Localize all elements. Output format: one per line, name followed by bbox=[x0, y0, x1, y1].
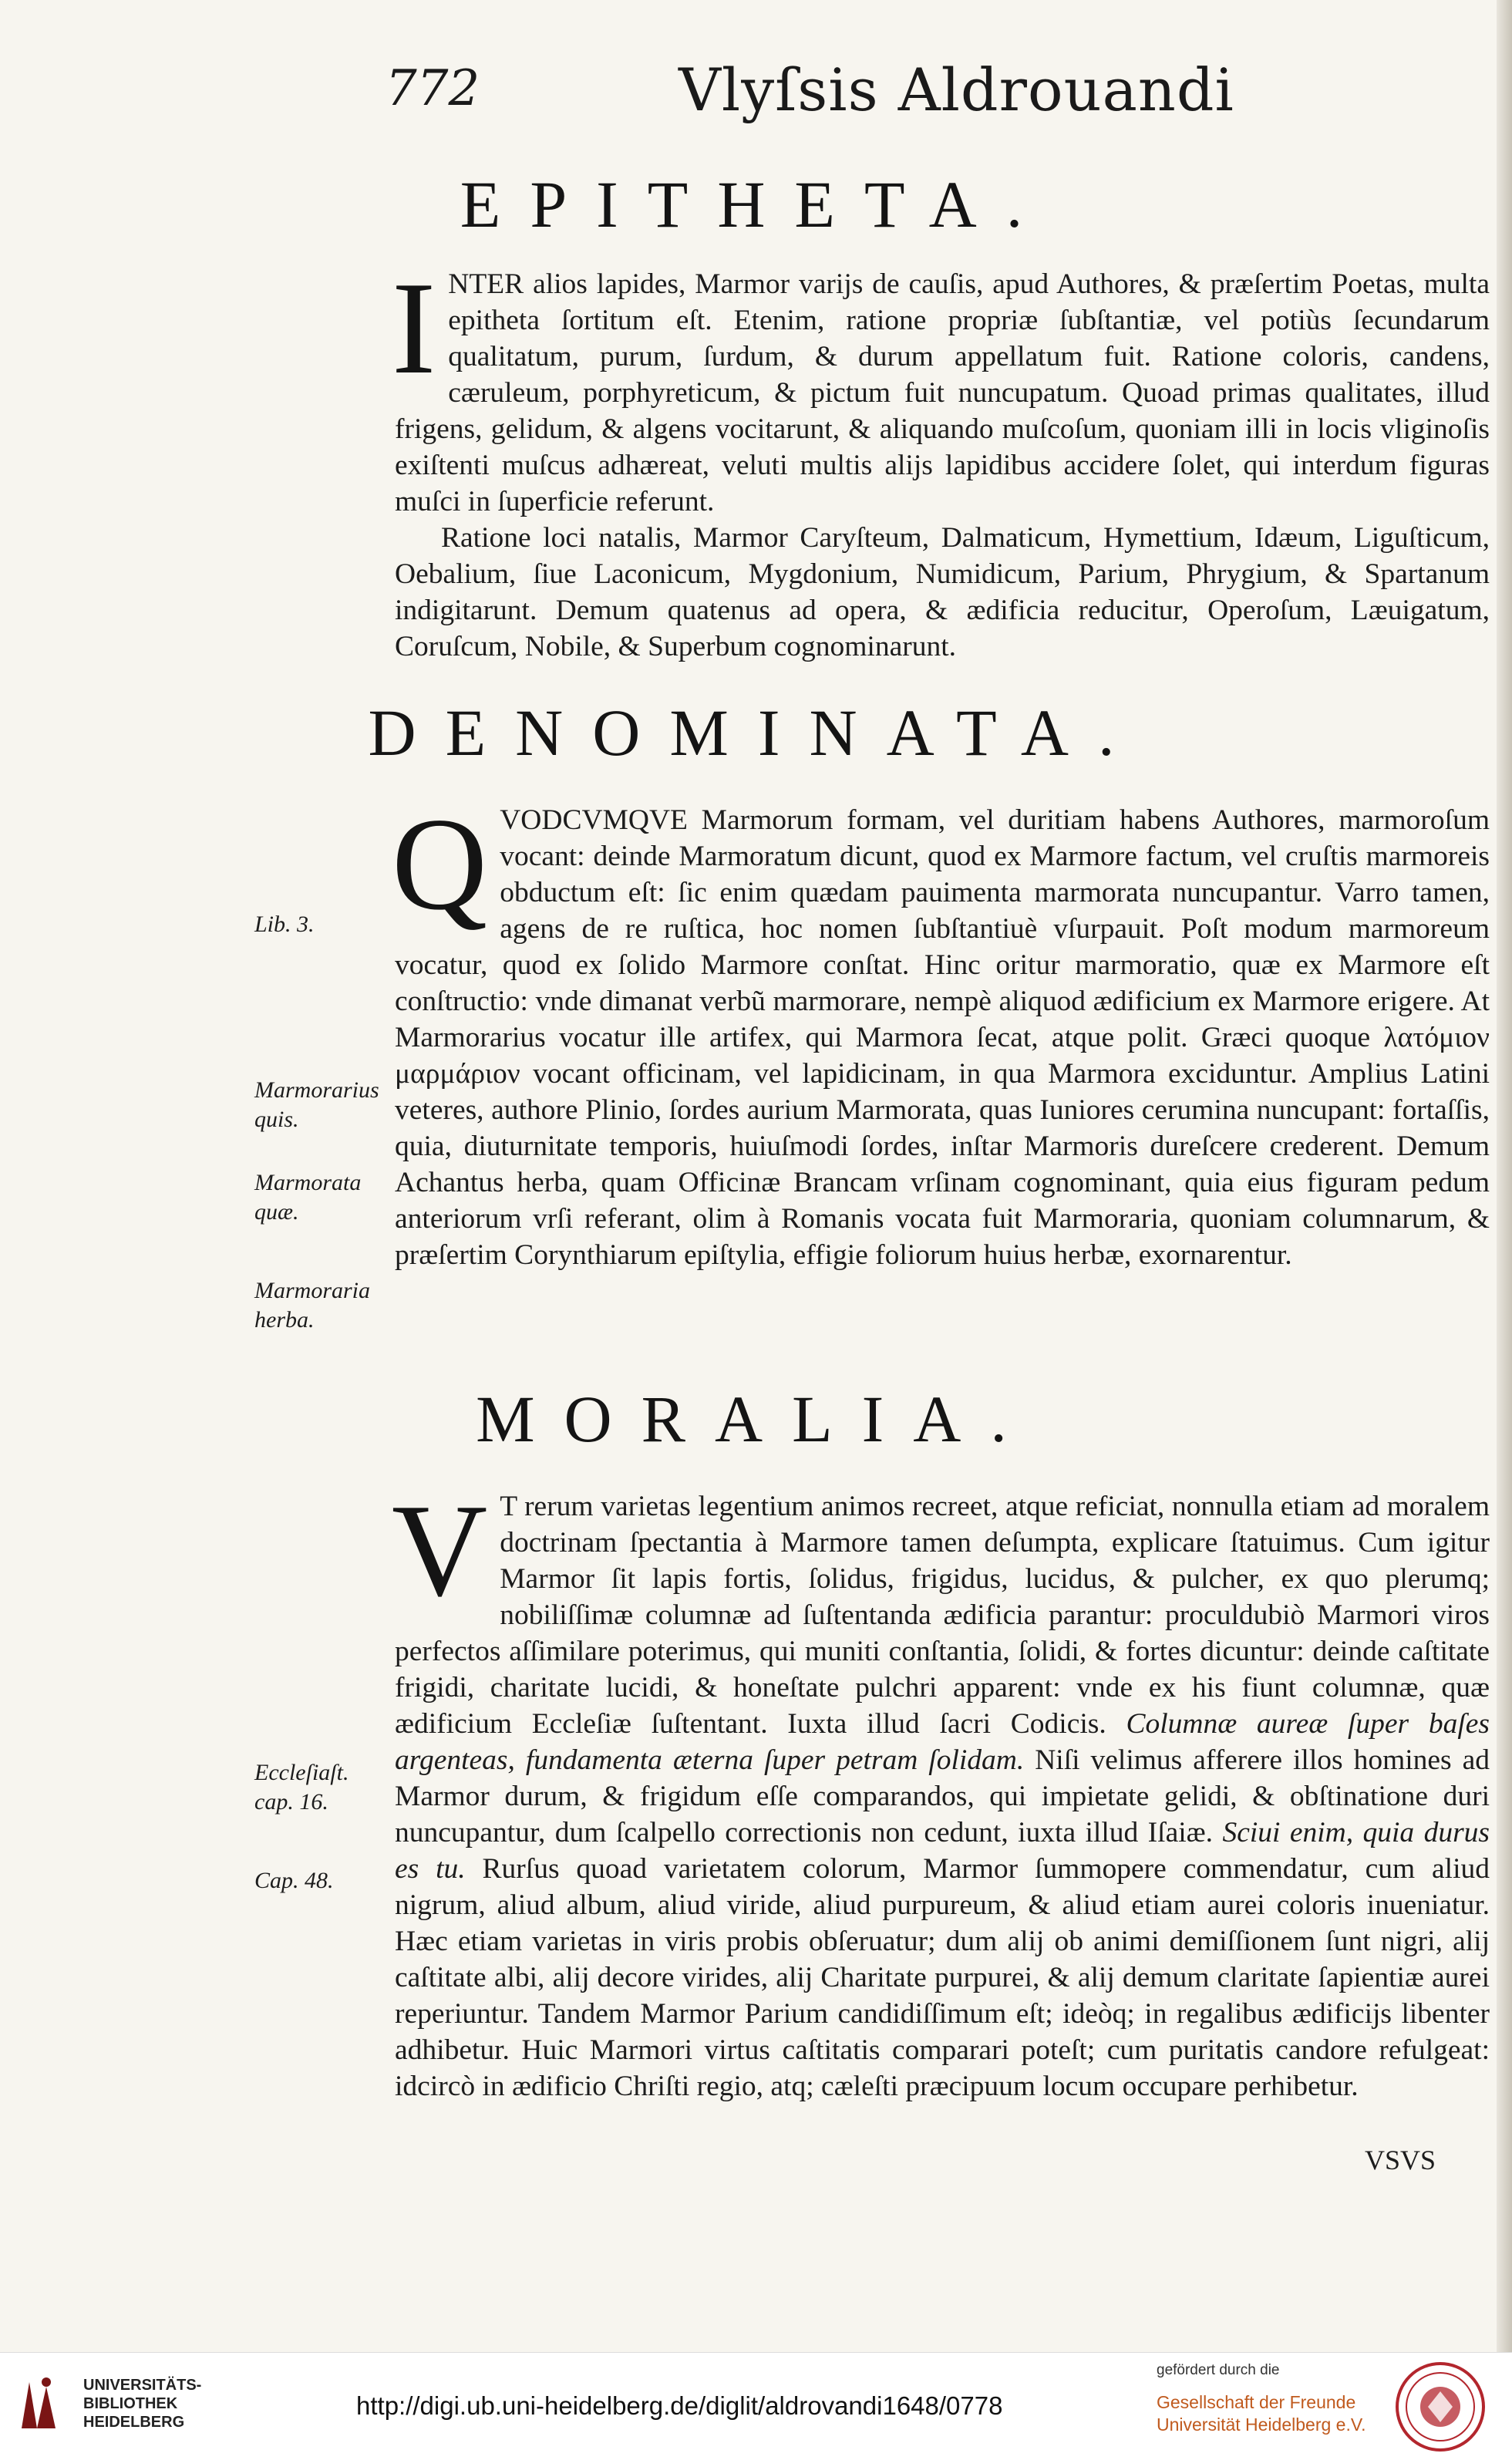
margin-note-ecclesiast: Eccleſiaſt. cap. 16. bbox=[254, 1760, 349, 1815]
epitheta-para-2: Ratione loci natalis, Marmor Caryſteum, Dalmaticum, Hymettium, Idæum, Liguſticum, Oebalium, ſiue Laconicum, Mygdonium, Numidicum, Parium, Phrygium, & Spartanum indigitarunt. Demum quatenus ad opera, & ædificia reducitur, Operoſum, Læuigatum, Coruſcum, Nobile, & Superbum cognominarunt. bbox=[395, 522, 1490, 662]
margin-note-marmoraria: Marmoraria herba. bbox=[254, 1278, 371, 1333]
catchword: VSVS bbox=[1365, 2145, 1436, 2175]
page-number: 772 bbox=[386, 60, 480, 117]
epitheta-body bbox=[392, 255, 1490, 665]
scripture-quote-1: Columnæ aureæ ſuper baſes argenteas, fundamenta æterna ſuper petram ſolidam. bbox=[395, 1708, 1490, 1776]
sponsor-line-1: Gesellschaft der Freunde bbox=[1157, 2392, 1356, 2412]
denominata-text-1: VODCVMQVE Marmorum formam, vel duritiam habens Authores, marmoroſum vocant: deinde Marmoratum dicunt, quod ex Marmore factum, vel cruſtis marmoreis obductum eſt: ſic enim quædam pauimenta marmorata nuncupantur. Varro tamen, agens de re ruſtica, hoc nomen ſubſtantiuè vſurpauit. Poſt modum marmoreum vocatur, quod ex ſolido Marmore conſtat. Hinc oritur marmoratio, quæ ex Marmore eſt conſtructio: vnde dimanat verbũ marmorare, nempè aliquod ædificium ex Marmore erigere. At Marmorarius vocatur ille artifex, qui Marmora ſecat, atque polit. Græci quoque λατόμιον μαρμάριον vocant officinam, vel lapidicinam, in qua Marmora exciduntur. Amplius Latini veteres, authore Plinio, ſordes aurium Marmorata, quas Iuniores cerumina nuncupant: fortaſſis, quia, diuturnitate temporis, huiuſmodi ſordes, inſtar Marmoris dureſcere crederent. Demum Achantus herba, quam Officinæ Brancam vrſinam cognominant, quia eius figuram pedum anteriorum vrſi referant, olim à Romanis vocata fuit Marmoraria, quoniam columnarum, & præſertim Corynthiarum epiſtylia, effigie foliorum huius herbæ, exornarentur. bbox=[395, 804, 1490, 1271]
section-title-epitheta: EPITHETA. bbox=[460, 167, 1052, 241]
margin-note-lib: Lib. 3. bbox=[254, 912, 315, 937]
denominata-para-1 bbox=[392, 791, 1490, 1273]
margin-note-marmorata: Marmorata quæ. bbox=[254, 1170, 362, 1225]
library-name-line-3: HEIDELBERG bbox=[83, 2414, 185, 2431]
library-name bbox=[83, 2376, 201, 2431]
funded-by-label: gefördert durch die bbox=[1157, 2362, 1280, 2378]
moralia-text-3: Rurſus quoad varietatem colorum, Marmor ſummopere commendatur, cum aliud nigrum, aliud album, aliud viride, aliud purpureum, & aliud etiam aurei coloris inueniatur. Hæc etiam varietas in viris probis obſeruatur; dum alij ob animi demiſſionem ſunt nigri, alij caſtitate albi, alij decore virides, alij Charitate purpurei, & alij demum claritate ſapientiæ aurei reperiuntur. Tandem Marmor Parium candidiſſimum eſt; ideòq; in regalibus ædificijs libenter adhibetur. Huic Marmori virtus caſtitatis comparari poteſt; cum puritatis candore refulgeat: idcircò in ædificio Chriſti regio, atq; cæleſti præcipuum locum occupare perhibetur. bbox=[395, 1853, 1490, 2102]
page-edge bbox=[1497, 0, 1512, 2352]
denominata-body bbox=[392, 791, 1490, 1273]
running-head: Vlyſsis Aldrouandi bbox=[679, 56, 1234, 124]
dropcap: Q bbox=[392, 791, 488, 938]
epitheta-para-1 bbox=[392, 255, 1490, 520]
scripture-quote-2: Sciui enim, quia durus es tu. bbox=[395, 1817, 1490, 1885]
epitheta-text-1: NTER alios lapides, Marmor varijs de cauſis, apud Authores, & præſertim Poetas, multa epitheta ſortitum eſt. Etenim, ratione propriæ ſubſtantiæ, vel potiùs ſecundarum qualitatum, purum, ſurdum, & durum appellatum fuit. Ratione coloris, candens, cæruleum, porphyreticum, & pictum fuit nuncupatum. Quoad primas qualitates, illud frigens, gelidum, & algens vocitarunt, & aliquando muſcoſum, quoniam illi in locis vliginoſis exiſtenti muſcus adhæreat, veluti multis alijs lapidibus accidere ſolet, qui interdum figuras muſci in ſuperficie referunt. bbox=[395, 268, 1490, 517]
dropcap: I bbox=[392, 255, 436, 402]
library-name-line-2: BIBLIOTHEK bbox=[83, 2395, 178, 2412]
permalink-url[interactable]: http://digi.ub.uni-heidelberg.de/diglit/aldrovandi1648/0778 bbox=[356, 2391, 1003, 2420]
library-name-line-1: UNIVERSITÄTS- bbox=[83, 2377, 202, 2394]
dropcap: V bbox=[392, 1478, 488, 1624]
university-library-logo-icon bbox=[14, 2374, 68, 2436]
moralia-text-2: Niſi velimus afferere illos homines ad Marmor durum, & frigidum eſſe comparandos, qui impietate gelidi, & obſtinatione duri nuncupantur, dum ſcalpello correctionis non cedunt, iuxta illud Iſaiæ. bbox=[395, 1744, 1490, 1848]
moralia-body bbox=[392, 1478, 1490, 2104]
section-title-moralia: MORALIA. bbox=[476, 1382, 1036, 1456]
viewer-footer bbox=[0, 2352, 1512, 2460]
sponsor-name bbox=[1157, 2391, 1366, 2436]
moralia-para-1 bbox=[392, 1478, 1490, 2104]
section-title-denominata: DENOMINATA. bbox=[368, 696, 1144, 770]
sponsor-line-2: Universität Heidelberg e.V. bbox=[1157, 2415, 1366, 2435]
moralia-text-1: T rerum varietas legentium animos recreet, atque reficiat, nonnulla etiam ad moralem doctrinam ſpectantia à Marmore tamen deſumpta, explicare ſtatuimus. Cum igitur Marmor ſit lapis fortis, ſolidus, frigidus, lucidus, & pulcher, ex quo plerumq; nobiliſſimæ columnæ ad ſuſtentanda ædificia parantur: proculdubiò Marmori viros perfectos aſſimilare poterimus, qui muniti conſtantia, ſolidi, & fortes dicuntur: deinde caſtitate frigidi, charitate lucidi, & honeſtate pulchri apparent: vnde ex his fiunt columnæ, quæ ædificium Eccleſiæ ſuſtentant. Iuxta illud ſacri Codicis. bbox=[395, 1491, 1490, 1740]
university-seal-icon bbox=[1394, 2361, 1487, 2453]
margin-note-cap48: Cap. 48. bbox=[254, 1868, 334, 1893]
margin-note-marmorarius: Marmorarius quis. bbox=[254, 1077, 379, 1132]
page-header bbox=[386, 56, 1488, 140]
